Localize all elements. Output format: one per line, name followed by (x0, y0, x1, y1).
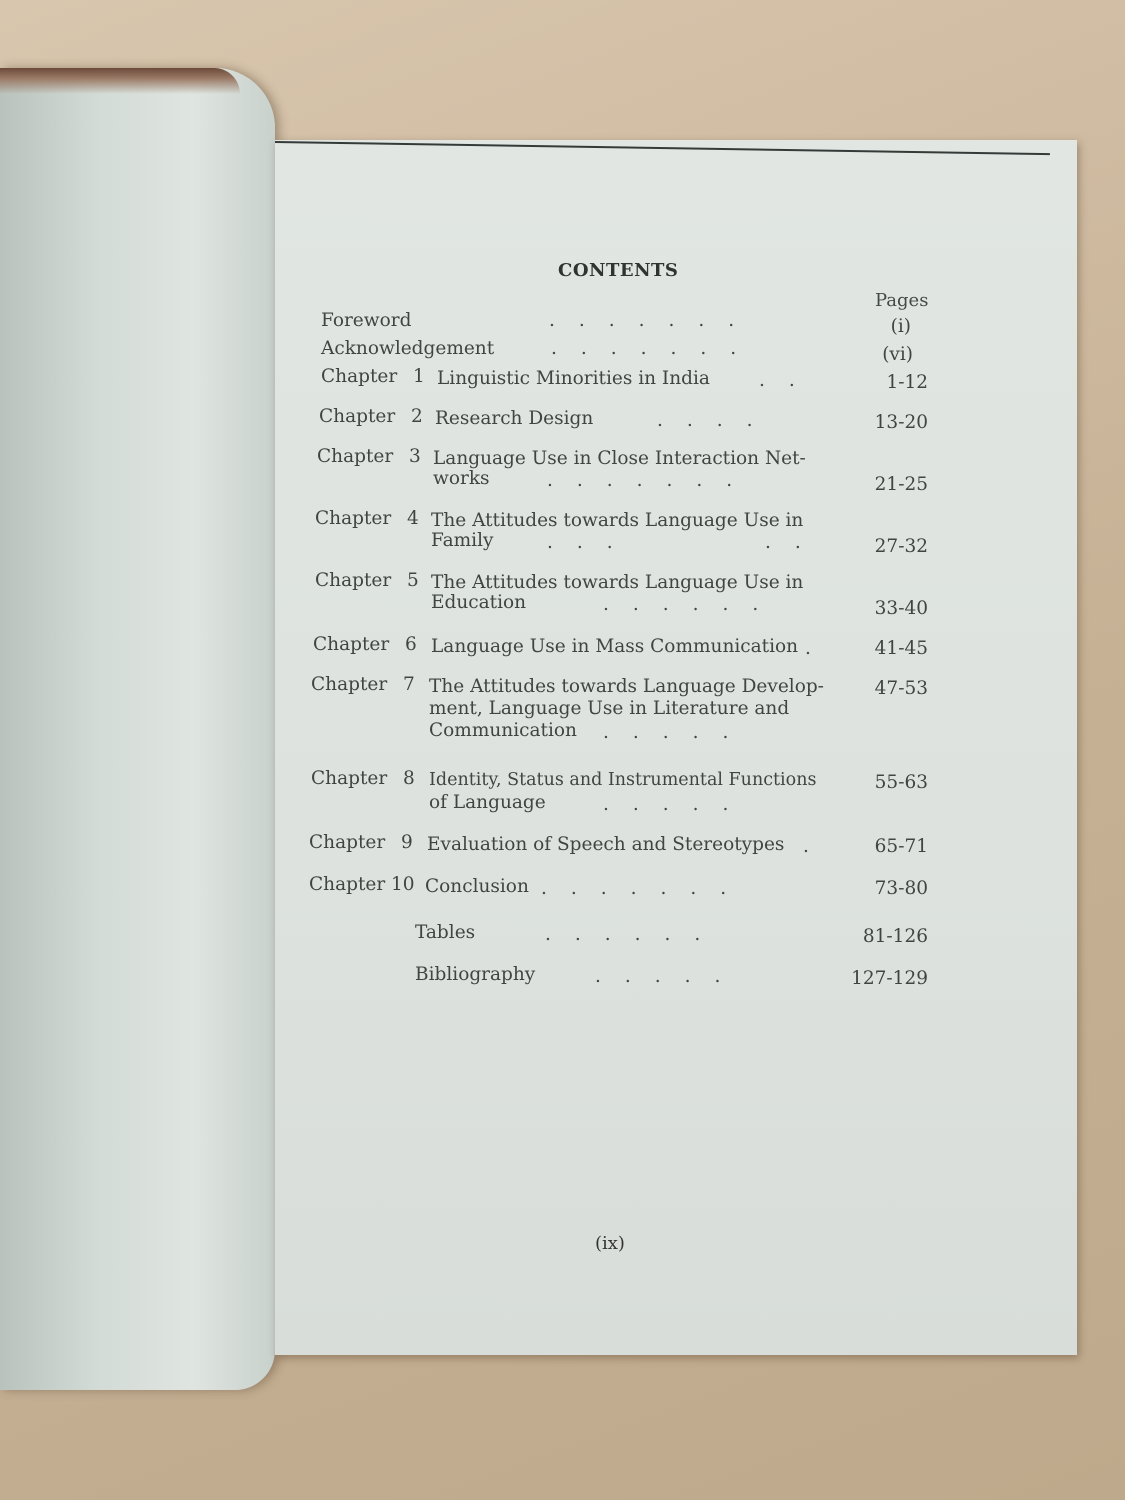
chapter-label: Chapter (321, 366, 398, 387)
leader-dots: ....... (541, 878, 751, 899)
toc-entry-pages: 41-45 (874, 638, 928, 659)
toc-entry-pages: 21-25 (874, 474, 928, 495)
chapter-number: 2 (411, 406, 423, 427)
toc-entry-pages: 33-40 (874, 598, 928, 619)
chapter-title: Conclusion (425, 876, 529, 897)
chapter-label: Chapter (311, 674, 388, 695)
chapter-number: 4 (407, 508, 419, 529)
chapter-label: Chapter (309, 832, 386, 853)
chapter-number: 1 (413, 366, 425, 387)
chapter-number: 3 (409, 446, 421, 467)
chapter-number: 7 (403, 674, 415, 695)
leader-dots: .. (759, 370, 819, 391)
chapter-title: Evaluation of Speech and Stereotypes (427, 834, 785, 855)
chapter-label: Chapter (309, 874, 386, 895)
chapter-number: 10 (391, 874, 415, 895)
leader-dots: ....... (549, 310, 759, 331)
leader-dots: ..... (603, 722, 753, 743)
curled-left-pages (0, 68, 275, 1390)
chapter-label: Chapter (315, 570, 392, 591)
pages-column-header: Pages (875, 290, 929, 311)
chapter-title-continued: ment, Language Use in Literature and (429, 698, 790, 719)
toc-entry-pages: 65-71 (874, 836, 928, 857)
leader-dots: .. (765, 532, 825, 553)
chapter-title-continued: Education (431, 592, 527, 613)
chapter-title-continued: works (433, 468, 490, 489)
toc-entry-pages: (vi) (882, 344, 913, 365)
toc-entry-pages: 27-32 (874, 536, 928, 557)
chapter-title: The Attitudes towards Language Develop- (429, 676, 824, 697)
toc-entry-pages: 73-80 (874, 878, 928, 899)
chapter-number: 9 (401, 832, 413, 853)
toc-entry-pages: 55-63 (874, 772, 928, 793)
leader-dots: ..... (603, 794, 753, 815)
chapter-title: Linguistic Minorities in India (437, 368, 710, 389)
leader-dots: ... (547, 532, 637, 553)
chapter-label: Chapter (315, 508, 392, 529)
toc-entry-pages: (i) (890, 316, 911, 337)
toc-entry-pages: 1-12 (886, 372, 928, 393)
toc-entry-label: Tables (415, 922, 476, 943)
chapter-label: Chapter (313, 634, 390, 655)
toc-entry-pages: 47-53 (874, 678, 928, 699)
chapter-label: Chapter (311, 768, 388, 789)
leader-dots: ...... (545, 924, 725, 945)
leader-dots: . (803, 836, 833, 857)
chapter-title: Identity, Status and Instrumental Functions (429, 770, 817, 790)
toc-entry-label: Bibliography (415, 964, 536, 985)
chapter-number: 5 (407, 570, 419, 591)
contents-text (275, 140, 1077, 1355)
chapter-title: The Attitudes towards Language Use in (431, 572, 804, 593)
leader-dots: ....... (547, 470, 757, 491)
toc-entry-label: Acknowledgement (321, 338, 495, 359)
leader-dots: ....... (551, 338, 761, 359)
chapter-title: The Attitudes towards Language Use in (431, 510, 804, 531)
leader-dots: . (805, 638, 835, 659)
contents-title: CONTENTS (558, 260, 679, 281)
toc-entry-pages: 13-20 (874, 412, 928, 433)
toc-entry-label: Foreword (321, 310, 412, 331)
chapter-number: 8 (403, 768, 415, 789)
chapter-number: 6 (405, 634, 417, 655)
toc-entry-pages: 127-129 (851, 968, 928, 989)
leader-dots: ...... (603, 594, 783, 615)
toc-entry-pages: 81-126 (862, 926, 928, 947)
chapter-label: Chapter (319, 406, 396, 427)
leader-dots: .... (657, 410, 777, 431)
chapter-label: Chapter (317, 446, 394, 467)
leader-dots: ..... (595, 966, 745, 987)
page-number: (ix) (595, 1233, 625, 1254)
chapter-title-continued: of Language (429, 792, 546, 813)
chapter-title: Research Design (435, 408, 594, 429)
contents-page (275, 140, 1077, 1355)
chapter-title-continued: Communication (429, 720, 577, 741)
chapter-title-continued: Family (431, 530, 494, 551)
chapter-title: Language Use in Mass Communication (431, 636, 799, 657)
chapter-title: Language Use in Close Interaction Net- (433, 448, 806, 469)
